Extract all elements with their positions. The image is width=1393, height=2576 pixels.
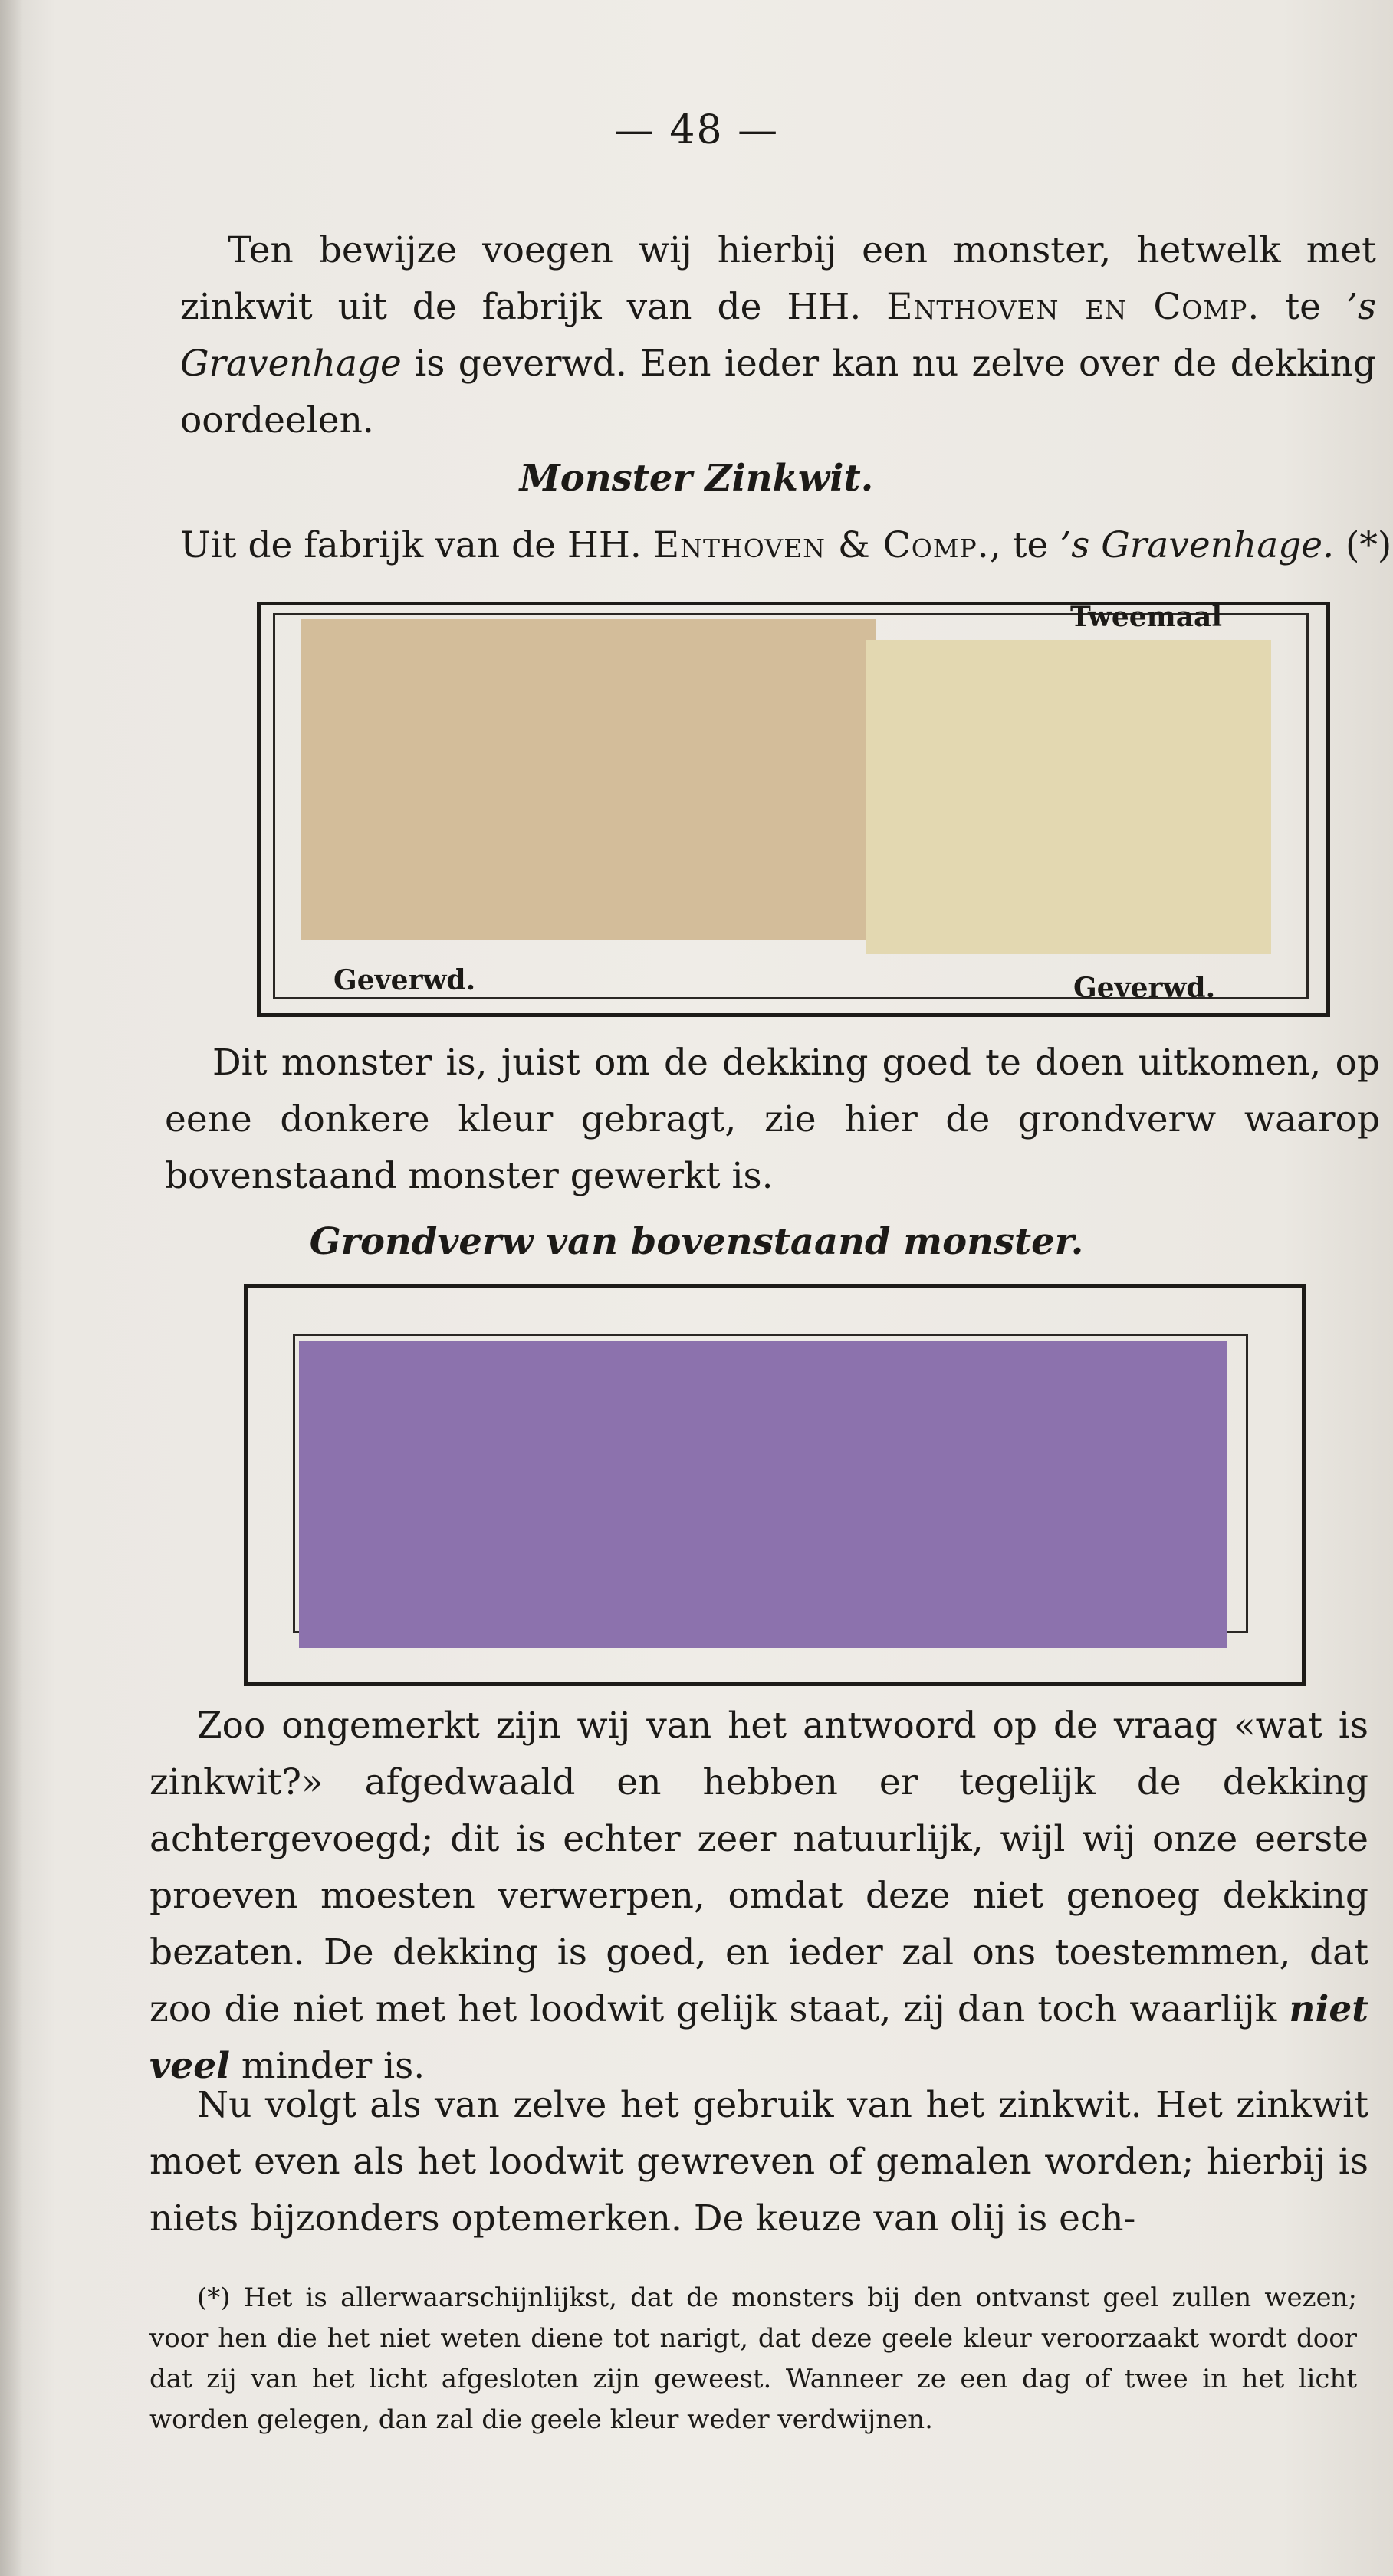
intro-text-1: Ten bewijze voegen wij hierbij een monster, hetwelk met zinkwit uit de fabrijk van de HH. [180,229,1376,328]
place-name: ’s Gravenhage [180,286,1376,385]
ground-paint-text: Dit monster is, juist om de dekking goed te doen uitkomen, op eene donkere kleur gebragt, zie hier de grondverw waarop bovenstaand monster gewerkt is. [165,1042,1380,1197]
label-tweemaal: Tweemaal [1070,601,1223,633]
usage-text: Nu volgt als van zelve het gebruik van het zinkwit. Het zinkwit moet even als het loodwit gewreven of gemalen worden; hierbij is niets bijzonders optemerken. De keuze van olij is ech- [149,2084,1368,2240]
footnote [149,2278,1357,2440]
ground-paint-swatch [299,1341,1227,1648]
page-number: — 48 — [613,107,780,153]
ground-paint-heading: Grondverw van bovenstaand monster. [309,1220,1084,1263]
sample-source-line [180,524,1391,566]
sample-heading: Monster Zinkwit. [519,457,874,500]
zinc-text-1: Zoo ongemerkt zijn wij van het antwoord op de vraag «wat is zinkwit?» afgedwaald en hebben er tegelijk de dekking achtergevoegd; dit is echter zeer natuurlijk, wijl wij onze eerste proeven moesten verwerpen, omdat deze niet genoeg dekking bezaten. De dekking is goed, en ieder zal ons toestemmen, dat zoo die niet met het loodwit gelijk staat, zij dan toch waarlijk [149,1705,1368,2030]
binding-shadow [0,0,23,2576]
intro-text-2: te [1260,286,1346,328]
ground-paint-paragraph [165,1035,1380,1205]
intro-text-3: is geverwd. Een ieder kan nu zelve over de dekking oordeelen. [180,343,1376,441]
source-place: ’s Gravenhage. [1060,524,1335,566]
usage-paragraph [149,2077,1368,2247]
intro-paragraph [180,222,1376,449]
zinc-text-emphasis: niet veel [149,1988,1368,2087]
footnote-marker: (*) [1334,524,1392,566]
label-geverwd-left: Geverwd. [333,964,476,996]
source-text-1: Uit de fabrijk van de HH. [180,524,653,566]
footnote-text: (*) Het is allerwaarschijnlijkst, dat de monsters bij den ontvanst geel zullen wezen; voor hen die het niet weten diene tot narigt, dat deze geele kleur veroorzaakt wordt door dat zij van het licht afgesloten zijn geweest. Wanneer ze een dag of twee in het licht worden gelegen, dan zal die geele kleur weder verdwijnen. [149,2282,1357,2435]
label-geverwd-right: Geverwd. [1073,972,1216,1004]
zinc-white-paragraph [149,1698,1368,2095]
zinc-white-swatch-single-coat [301,619,876,940]
zinc-white-swatch-double-coat [866,640,1271,954]
source-company: Enthoven & Comp. [652,524,990,566]
source-text-2: , te [989,524,1060,566]
company-name: Enthoven en Comp. [886,286,1260,328]
zinc-text-2: minder is. [229,2045,425,2087]
